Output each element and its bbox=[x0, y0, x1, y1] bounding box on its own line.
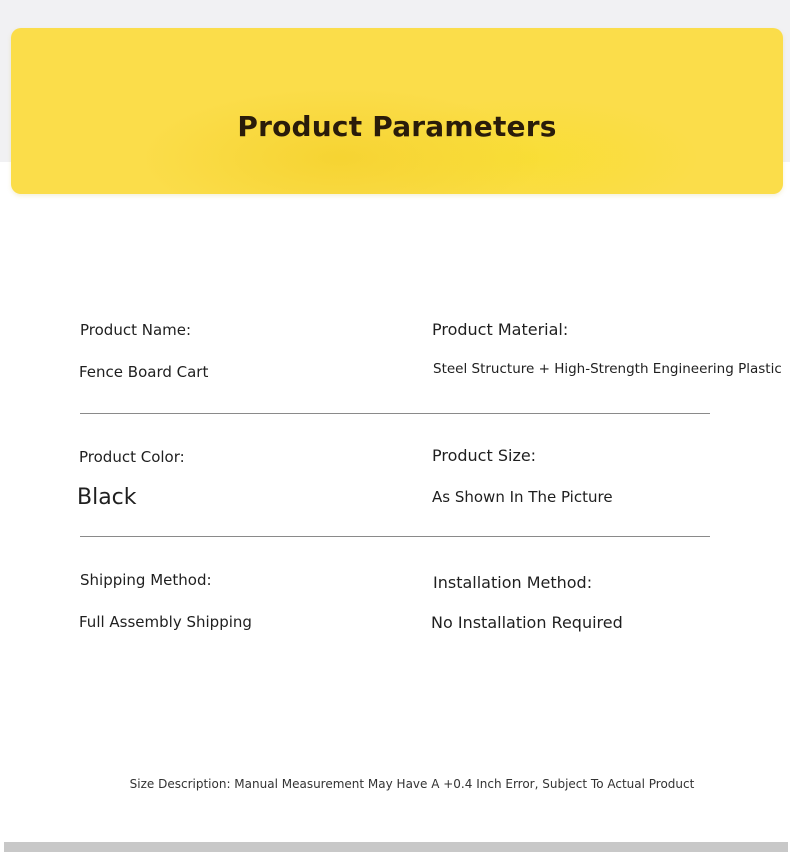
product-size-value: As Shown In The Picture bbox=[432, 488, 613, 506]
product-color-value: Black bbox=[77, 485, 137, 510]
bottom-scroll-strip bbox=[4, 842, 788, 852]
shipping-method-label: Shipping Method: bbox=[80, 571, 212, 589]
header-banner bbox=[11, 28, 783, 194]
product-material-label: Product Material: bbox=[432, 320, 569, 339]
size-description-note: Size Description: Manual Measurement May Have A +0.4 Inch Error, Subject To Actual Product bbox=[129, 777, 695, 791]
product-material-value: Steel Structure + High-Strength Engineering Plastic bbox=[433, 361, 782, 377]
product-size-label: Product Size: bbox=[432, 446, 537, 465]
product-color-label: Product Color: bbox=[79, 448, 185, 466]
page-title: Product Parameters bbox=[237, 110, 557, 143]
installation-method-label: Installation Method: bbox=[433, 573, 593, 592]
product-name-value: Fence Board Cart bbox=[79, 363, 209, 381]
row-divider bbox=[80, 413, 710, 414]
shipping-method-value: Full Assembly Shipping bbox=[79, 613, 252, 631]
product-name-label: Product Name: bbox=[80, 321, 192, 339]
installation-method-value: No Installation Required bbox=[431, 613, 623, 632]
row-divider bbox=[80, 536, 710, 537]
